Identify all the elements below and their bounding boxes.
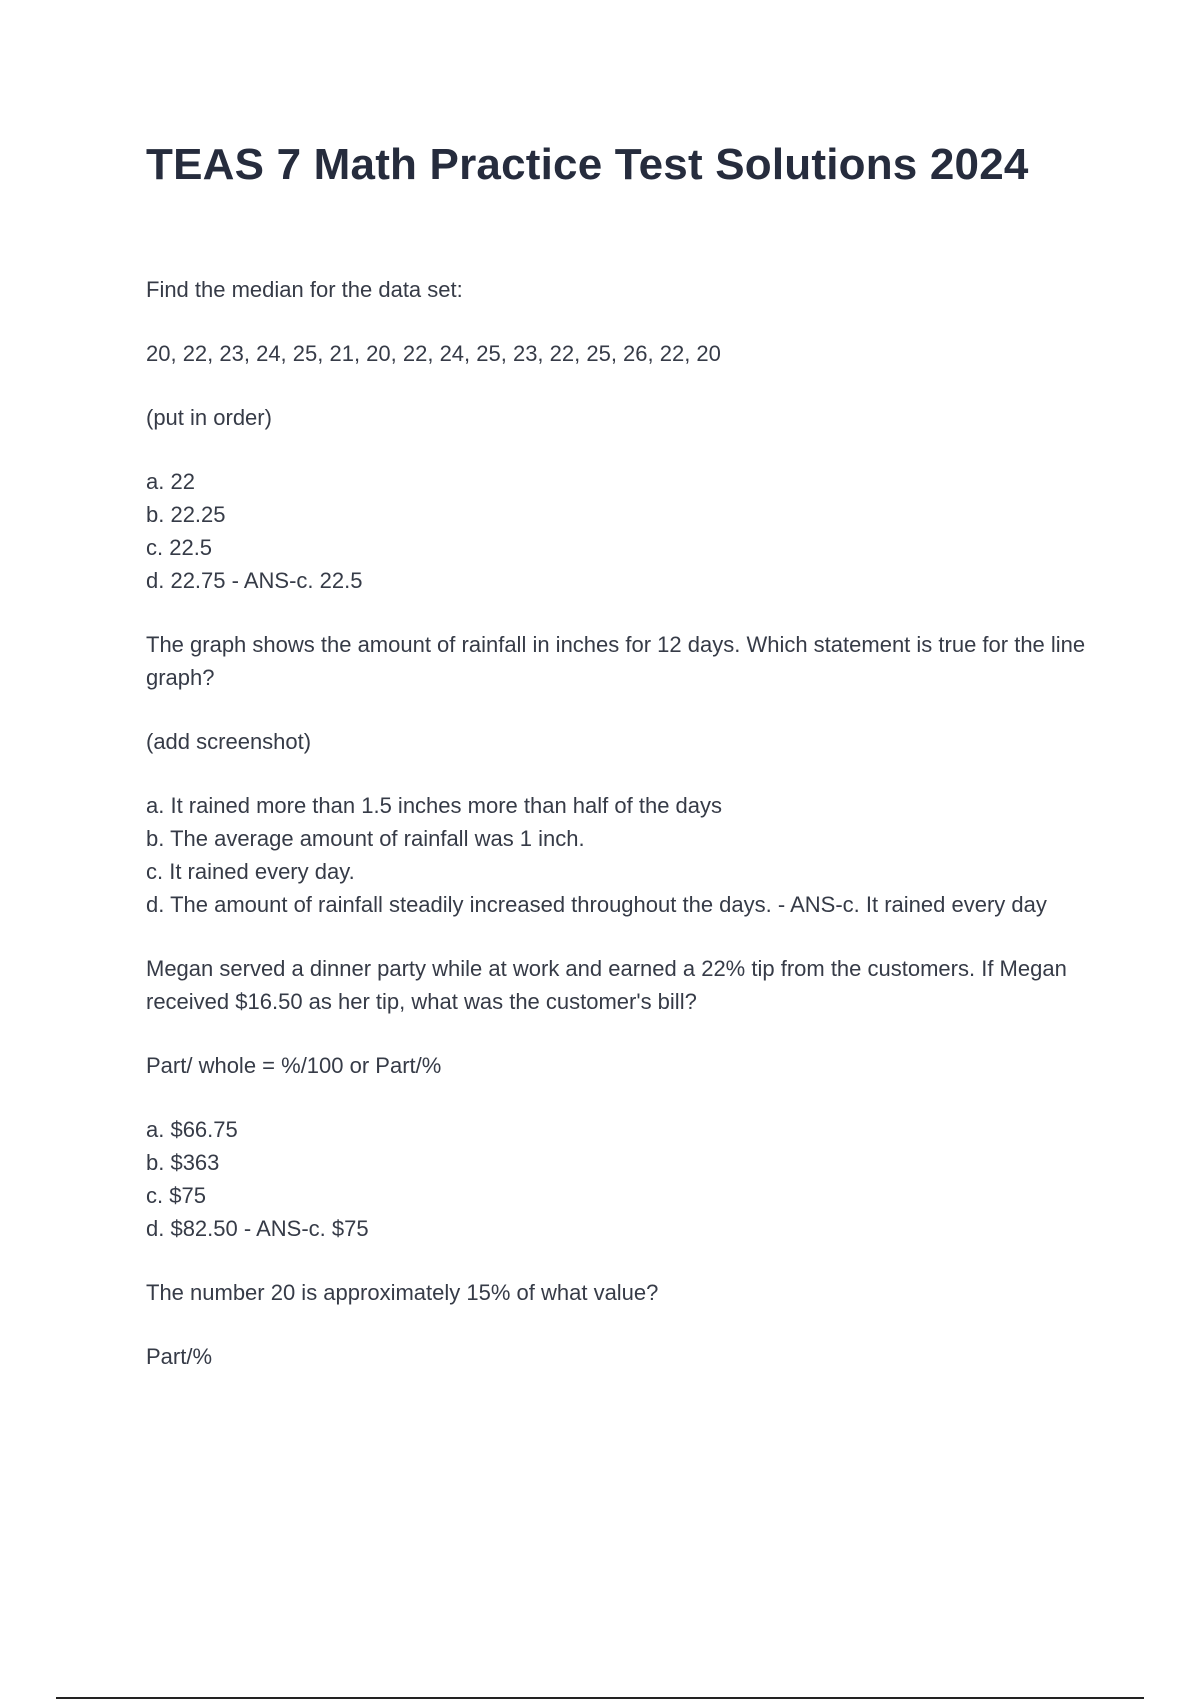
question-2-note: (add screenshot)	[146, 729, 312, 754]
question-4-prompt: The number 20 is approximately 15% of what value?	[146, 1280, 659, 1305]
question-3-option-b: b. $363	[146, 1150, 220, 1175]
document-title: TEAS 7 Math Practice Test Solutions 2024	[146, 140, 1029, 189]
page-bottom-rule	[56, 1697, 1144, 1699]
question-2-options	[146, 789, 1086, 921]
question-4-formula: Part/%	[146, 1344, 213, 1369]
question-3-option-a: a. $66.75	[146, 1117, 238, 1142]
question-1-prompt: Find the median for the data set:	[146, 277, 463, 302]
question-1-option-b: b. 22.25	[146, 502, 226, 527]
question-1-option-c: c. 22.5	[146, 535, 213, 560]
question-2-option-c: c. It rained every day.	[146, 859, 355, 884]
question-2-prompt: The graph shows the amount of rainfall in inches for 12 days. Which statement is true for the line graph?	[146, 632, 1086, 690]
document-body	[146, 273, 1086, 1404]
question-3-option-c: c. $75	[146, 1183, 206, 1208]
question-1-options	[146, 465, 1086, 597]
question-2-option-a: a. It rained more than 1.5 inches more than half of the days	[146, 793, 723, 818]
question-3-option-d-answer: d. $82.50 - ANS-c. $75	[146, 1216, 369, 1241]
question-1-note: (put in order)	[146, 405, 272, 430]
question-1-data-set: 20, 22, 23, 24, 25, 21, 20, 22, 24, 25, 23, 22, 25, 26, 22, 20	[146, 341, 721, 366]
question-1-option-d-answer: d. 22.75 - ANS-c. 22.5	[146, 568, 363, 593]
question-2-option-d-answer: d. The amount of rainfall steadily increased throughout the days. - ANS-c. It rained every day	[146, 892, 1047, 917]
question-3-options	[146, 1113, 1086, 1245]
question-1-option-a: a. 22	[146, 469, 195, 494]
question-2-option-b: b. The average amount of rainfall was 1 inch.	[146, 826, 585, 851]
question-3-prompt: Megan served a dinner party while at work and earned a 22% tip from the customers. If Megan received $16.50 as her tip, what was the customer's bill?	[146, 956, 1067, 1014]
question-3-formula: Part/ whole = %/100 or Part/%	[146, 1053, 442, 1078]
